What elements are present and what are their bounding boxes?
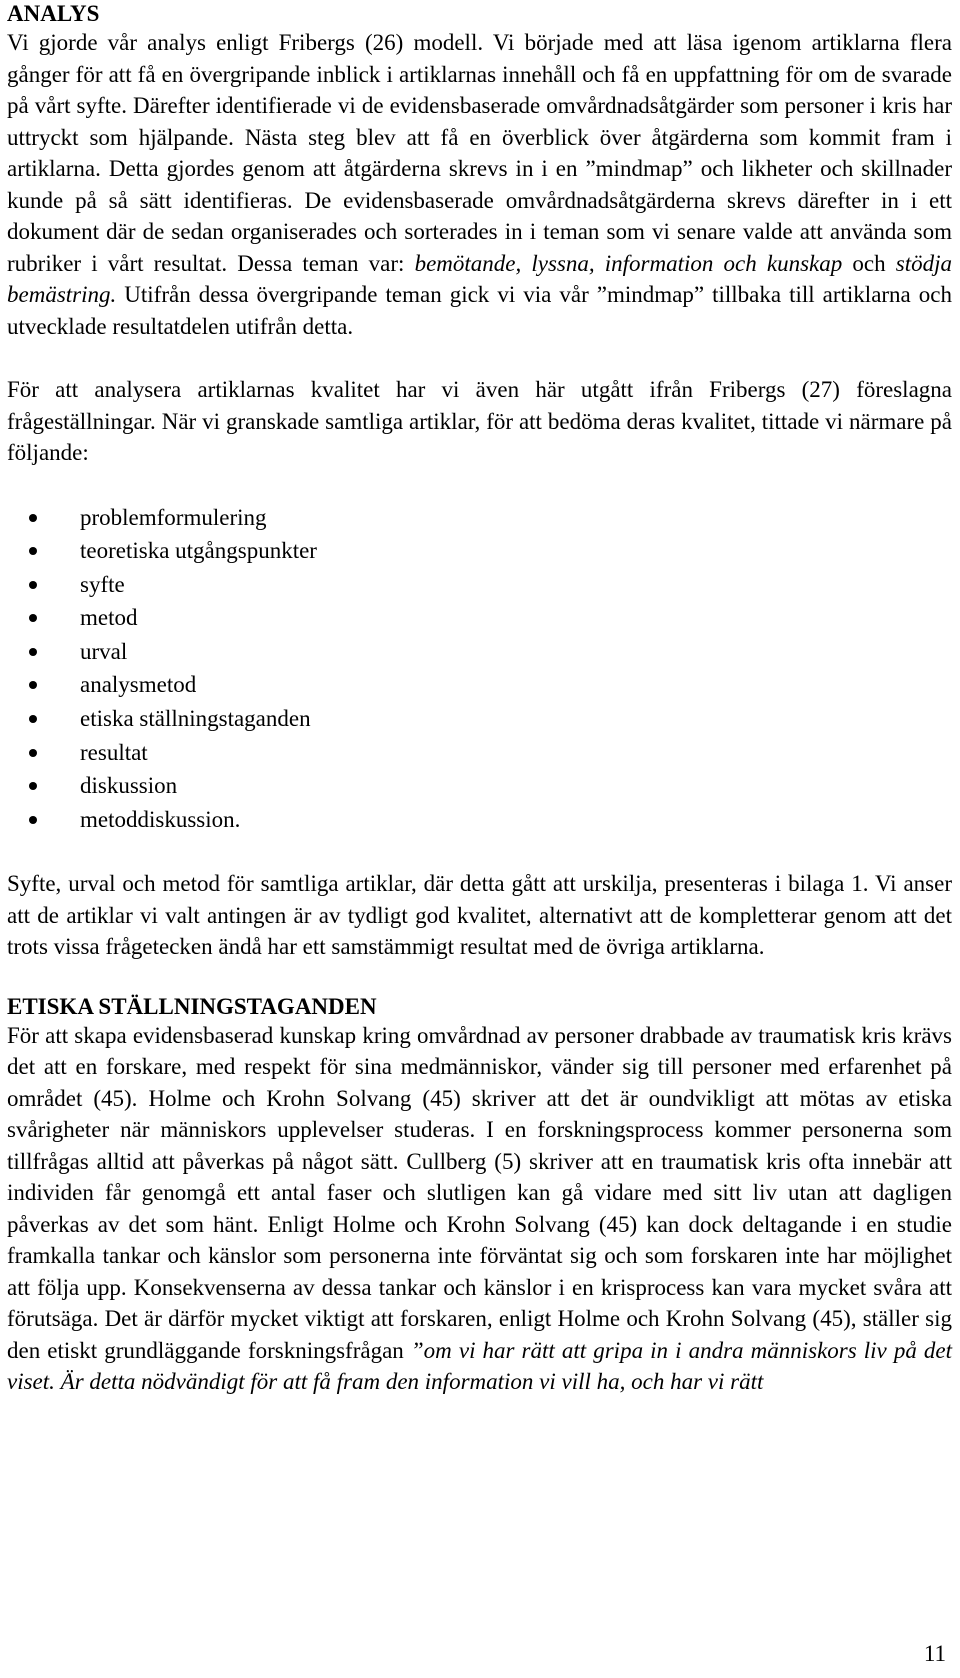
etiska-p1-quote-italic: ”om vi har rätt att gripa in i andra människors liv på det viset. Är detta nödvändigt för att få fram den information vi vill ha, och har vi rätt bbox=[7, 1337, 952, 1395]
bullet-icon bbox=[29, 514, 37, 522]
etiska-section bbox=[7, 993, 952, 1398]
criteria-label: metoddiskussion. bbox=[80, 806, 241, 832]
analys-paragraph-1 bbox=[7, 27, 952, 342]
bullet-icon bbox=[29, 681, 37, 689]
criteria-label: syfte bbox=[80, 571, 125, 597]
criteria-list-item bbox=[7, 736, 952, 770]
criteria-label: etiska ställningstaganden bbox=[80, 706, 311, 732]
analys-p1-theme-italic: stödja bemästring. bbox=[7, 250, 952, 307]
criteria-list-item bbox=[7, 635, 952, 669]
analys-section bbox=[7, 0, 952, 963]
paragraph-gap bbox=[7, 469, 952, 501]
criteria-list-item bbox=[7, 668, 952, 702]
criteria-list-item bbox=[7, 568, 952, 602]
bullet-icon bbox=[29, 749, 37, 757]
criteria-label: analysmetod bbox=[80, 672, 197, 698]
criteria-label: metod bbox=[80, 605, 138, 631]
criteria-label: urval bbox=[80, 638, 128, 664]
bullet-icon bbox=[29, 782, 37, 790]
section-gap bbox=[7, 963, 952, 971]
criteria-list-item bbox=[7, 501, 952, 535]
analys-p1-themes-italic: bemötande, lyssna, information och kunskap bbox=[414, 250, 843, 276]
bullet-icon bbox=[29, 581, 37, 589]
criteria-list-item bbox=[7, 702, 952, 736]
analys-paragraph-3: Syfte, urval och metod för samtliga artiklar, där detta gått att urskilja, presenteras i bilaga 1. Vi anser att de artiklar vi valt antingen är av tydligt god kvalitet, alternativt att de kompletterar genom att det trots vissa frågetecken ändå har ett samstämmigt resultat med de övriga artiklarna. bbox=[7, 871, 952, 960]
etiska-p1-text-a: För att skapa evidensbaserad kunskap kring omvårdnad av personer drabbade av traumatisk kris krävs det att en forskare, med respekt för sina medmänniskor, vänder sig till personer med erfarenhet på området (45). Holme och Krohn Solvang (45) skriver att det är oundvikligt att mötas av etiska svårigheter när människors upplevelser studeras. I en forskningsprocess kommer personerna som tillfrågas alltid att påverkas på något sätt. Cullberg (5) skriver att en traumatisk kris ofta innebär att individen får genomgå ett antal faser och slutligen kan gå vidare med sitt liv utan att dagligen påverkas av det som hänt. Enligt Holme och Krohn Solvang (45) kan dock deltagande i en studie framkalla tankar och känslor som personerna inte förväntat sig och som forskaren inte har möjlighet att följa upp. Konsekvenserna av dessa tankar och känslor i en krisprocess kan vara mycket svåra att förutsäga. Det är därför mycket viktigt att forskaren, enligt Holme och Krohn Solvang (45), ställer sig den etiskt grundläggande forskningsfrågan bbox=[7, 1022, 952, 1363]
etiska-heading: ETISKA STÄLLNINGSTAGANDEN bbox=[7, 993, 377, 1019]
analys-p1-text-a: Vi gjorde vår analys enligt Fribergs (26) modell. Vi började med att läsa igenom artiklarna flera gånger för att få en övergripande inblick i artiklarnas innehåll och få en uppfattning för om de svarade på vårt syfte. Därefter identifierade vi de evidensbaserade omvårdnadsåtgärder som personer i kris har uttryckt som hjälpande. Nästa steg blev att få en överblick över åtgärderna som kommit fram i artiklarna. Detta gjordes genom att åtgärderna skrevs in i en ”mindmap” och likheter och skillnader kunde på så sätt identifieras. De evidensbaserade omvårdnadsåtgärderna skrevs därefter in i ett dokument där de sedan organiserades och sorterades in i teman som vi senare valde att använda som rubriker i vårt resultat. Dessa teman var: bbox=[7, 30, 952, 276]
criteria-label: problemformulering bbox=[80, 504, 267, 530]
page-number: 11 bbox=[923, 1641, 946, 1666]
etiska-paragraph-1 bbox=[7, 1020, 952, 1398]
paragraph-gap bbox=[7, 342, 952, 374]
analys-p1-text-c: och bbox=[842, 250, 896, 276]
quality-criteria-list bbox=[7, 501, 952, 837]
section-gap bbox=[7, 971, 952, 993]
criteria-label: resultat bbox=[80, 739, 148, 765]
analys-heading: ANALYS bbox=[7, 1, 100, 26]
bullet-icon bbox=[29, 816, 37, 824]
criteria-label: teoretiska utgångspunkter bbox=[80, 538, 317, 564]
bullet-icon bbox=[29, 547, 37, 555]
criteria-list-item bbox=[7, 601, 952, 635]
page-content bbox=[7, 0, 952, 1398]
paragraph-gap bbox=[7, 836, 952, 868]
analys-p1-text-e: Utifrån dessa övergripande teman gick vi via vår ”mindmap” tillbaka till artiklarna och utvecklade resultatdelen utifrån detta. bbox=[7, 282, 952, 339]
bullet-icon bbox=[29, 614, 37, 622]
criteria-list-item bbox=[7, 803, 952, 837]
analys-paragraph-2: För att analysera artiklarnas kvalitet har vi även här utgått ifrån Fribergs (27) föreslagna frågeställningar. När vi granskade samtliga artiklar, för att bedöma deras kvalitet, tittade vi närmare på följande: bbox=[7, 377, 952, 465]
criteria-list-item bbox=[7, 534, 952, 568]
criteria-label: diskussion bbox=[80, 773, 178, 799]
bullet-icon bbox=[29, 715, 37, 723]
bullet-icon bbox=[29, 648, 37, 656]
criteria-list-item bbox=[7, 769, 952, 803]
